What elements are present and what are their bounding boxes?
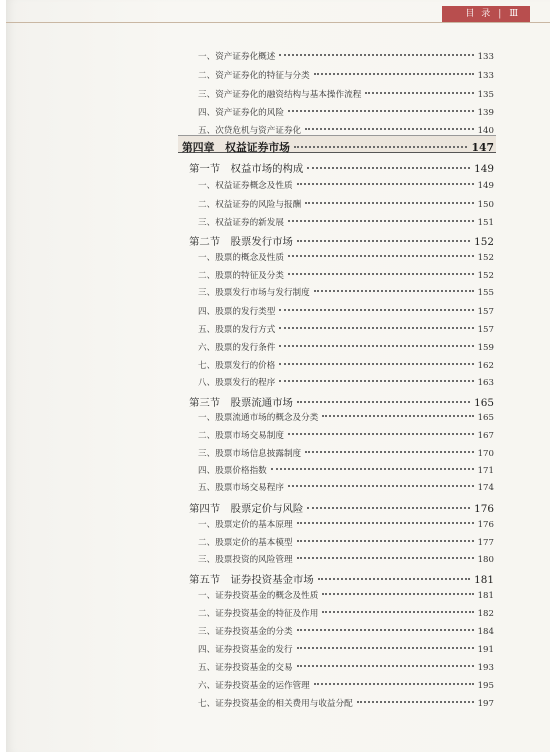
toc-item (198, 179, 494, 191)
toc-item (198, 464, 494, 476)
dot-leader (279, 54, 473, 56)
toc-entry-title: 二、股票市场交易制度 (198, 431, 284, 441)
toc-section (189, 394, 494, 409)
toc-page-number: 147 (471, 141, 494, 154)
dot-leader (297, 401, 470, 403)
toc-entry-title: 二、证券投资基金的特征及作用 (198, 609, 319, 619)
toc-page-number: 170 (477, 449, 494, 459)
dot-leader (297, 665, 474, 667)
toc-entry-title: 一、权益证券概念及性质 (198, 181, 293, 191)
toc-page-number: 197 (477, 699, 494, 709)
toc-entry-title: 四、股票价格指数 (198, 466, 267, 476)
toc-section (189, 160, 494, 175)
toc-page-number: 176 (477, 520, 494, 530)
running-header (6, 6, 550, 23)
dot-leader (288, 220, 474, 222)
toc-entry-title: 三、证券投资基金的分类 (198, 627, 293, 637)
toc-item (198, 679, 494, 691)
dot-leader (279, 363, 473, 365)
toc-page-number: 149 (474, 163, 494, 175)
toc-page-number: 165 (477, 413, 494, 423)
toc-page-number: 133 (477, 71, 494, 81)
header-section-label: 目 录 (465, 9, 493, 19)
toc-page-number: 181 (474, 574, 494, 586)
toc-page-number: 167 (477, 431, 494, 441)
toc-entry-title: 第五节 证券投资基金市场 (189, 574, 314, 586)
dot-leader (279, 327, 473, 329)
toc-entry-title: 七、证券投资基金的相关费用与收益分配 (198, 699, 353, 709)
toc-page-number: 162 (477, 361, 494, 371)
toc-section (189, 571, 494, 586)
book-page (6, 0, 550, 752)
toc-entry-title: 三、资产证券化的融资结构与基本操作流程 (198, 90, 362, 100)
toc-entry-title: 二、资产证券化的特征与分类 (198, 71, 310, 81)
toc-page-number: 171 (477, 466, 494, 476)
toc-entry-title: 第三节 股票流通市场 (189, 397, 293, 409)
dot-leader (279, 309, 473, 311)
header-tab (442, 6, 530, 22)
toc-page-number: 191 (477, 645, 494, 655)
dot-leader (297, 183, 474, 185)
dot-leader (314, 290, 474, 292)
dot-leader (307, 167, 470, 169)
toc-entry-title: 三、股票发行市场与发行制度 (198, 288, 310, 298)
toc-entry-title: 第四章 权益证券市场 (182, 141, 290, 154)
toc-item (198, 106, 494, 118)
dot-leader (314, 73, 474, 75)
toc-entry-title: 二、股票的特征及分类 (198, 271, 284, 281)
dot-leader (297, 240, 470, 242)
toc-entry-title: 四、资产证券化的风险 (198, 108, 284, 118)
toc-page-number: 184 (477, 627, 494, 637)
toc-page-number: 180 (477, 555, 494, 565)
toc-item (198, 269, 494, 281)
toc-entry-title: 五、证券投资基金的交易 (198, 663, 293, 673)
toc-entry-title: 三、权益证券的新发展 (198, 218, 284, 228)
toc-item (198, 359, 494, 371)
toc-page-number: 182 (477, 609, 494, 619)
toc-item (198, 198, 494, 210)
toc-item (198, 411, 494, 423)
dot-leader (288, 110, 474, 112)
toc-item (198, 607, 494, 619)
toc-page-number: 150 (477, 200, 494, 210)
toc-item (198, 69, 494, 81)
toc-page-number: 152 (474, 236, 494, 248)
toc-chapter (182, 140, 494, 155)
toc-item (198, 481, 494, 493)
toc-entry-title: 三、股票投资的风险管理 (198, 555, 293, 565)
toc-page-number: 195 (477, 681, 494, 691)
toc-entry-title: 二、权益证券的风险与报酬 (198, 200, 302, 210)
toc-entry-title: 三、股票市场信息披露制度 (198, 449, 302, 459)
dot-leader (271, 468, 474, 470)
toc-entry-title: 五、次贷危机与资产证券化 (198, 126, 302, 136)
toc-entry-title: 六、证券投资基金的运作管理 (198, 681, 310, 691)
dot-leader (322, 415, 473, 417)
dot-leader (357, 701, 474, 703)
toc-entry-title: 五、股票市场交易程序 (198, 483, 284, 493)
toc-page-number: 157 (477, 325, 494, 335)
toc-page-number: 177 (477, 538, 494, 548)
dot-leader (318, 578, 470, 580)
dot-leader (305, 451, 473, 453)
toc-entry-title: 第一节 权益市场的构成 (189, 163, 304, 175)
dot-leader (288, 255, 474, 257)
toc-page-number: 157 (477, 307, 494, 317)
dot-leader (307, 507, 470, 509)
toc-item (198, 376, 494, 388)
toc-entry-title: 一、股票定价的基本原理 (198, 520, 293, 530)
toc-item (198, 341, 494, 353)
toc-item (198, 50, 494, 62)
dot-leader (314, 683, 474, 685)
dot-leader (297, 557, 474, 559)
toc-page-number: 159 (477, 343, 494, 353)
dot-leader (305, 128, 473, 130)
toc-page-number: 133 (477, 52, 494, 62)
toc-entry-title: 二、股票定价的基本模型 (198, 538, 293, 548)
toc-page-number: 193 (477, 663, 494, 673)
toc-page-number: 163 (477, 378, 494, 388)
dot-leader (288, 433, 474, 435)
toc-item (198, 251, 494, 263)
toc-entry-title: 一、股票的概念及性质 (198, 253, 284, 263)
toc-entry-title: 一、股票流通市场的概念及分类 (198, 413, 319, 423)
dot-leader (279, 345, 473, 347)
dot-leader (288, 273, 474, 275)
dot-leader (322, 593, 473, 595)
toc-page-number: 174 (477, 483, 494, 493)
toc-entry-title: 五、股票的发行方式 (198, 325, 276, 335)
toc-entry-title: 一、资产证券化概述 (198, 52, 276, 62)
dot-leader (294, 146, 467, 148)
toc-page-number: 181 (477, 591, 494, 601)
toc-item (198, 124, 494, 136)
toc-page-number: 176 (474, 503, 494, 515)
toc-item (198, 286, 494, 298)
header-separator: | (498, 9, 504, 19)
toc-page-number: 151 (477, 218, 494, 228)
toc-item (198, 447, 494, 459)
toc-item (198, 323, 494, 335)
toc-page-number: 139 (477, 108, 494, 118)
toc-entry-title: 七、股票发行的价格 (198, 361, 276, 371)
toc-page-number: 152 (477, 253, 494, 263)
toc-page-number: 152 (477, 271, 494, 281)
dot-leader (297, 647, 474, 649)
toc-page-number: 149 (477, 181, 494, 191)
toc-page-number: 155 (477, 288, 494, 298)
toc-entry-title: 第四节 股票定价与风险 (189, 503, 304, 515)
toc-page-number: 135 (477, 90, 494, 100)
dot-leader (297, 629, 474, 631)
toc-entry-title: 第二节 股票发行市场 (189, 236, 293, 248)
toc-item (198, 643, 494, 655)
toc-entry-title: 四、证券投资基金的发行 (198, 645, 293, 655)
toc-item (198, 589, 494, 601)
toc-item (198, 518, 494, 530)
toc-item (198, 553, 494, 565)
dot-leader (305, 202, 473, 204)
toc-item (198, 697, 494, 709)
toc-section (189, 233, 494, 248)
toc-item (198, 305, 494, 317)
toc-item (198, 536, 494, 548)
dot-leader (288, 485, 474, 487)
toc-item (198, 625, 494, 637)
toc-page-number: 165 (474, 397, 494, 409)
toc-entry-title: 四、股票的发行类型 (198, 307, 276, 317)
toc-item (198, 216, 494, 228)
toc-entry-title: 八、股票发行的程序 (198, 378, 276, 388)
toc-item (198, 661, 494, 673)
dot-leader (365, 92, 473, 94)
toc-item (198, 429, 494, 441)
toc-section (189, 500, 494, 515)
toc-page-number: 140 (477, 126, 494, 136)
dot-leader (297, 540, 474, 542)
dot-leader (322, 611, 473, 613)
toc-entry-title: 六、股票的发行条件 (198, 343, 276, 353)
header-page-number: Ⅲ (509, 9, 520, 19)
toc-entry-title: 一、证券投资基金的概念及性质 (198, 591, 319, 601)
dot-leader (279, 380, 473, 382)
dot-leader (297, 522, 474, 524)
toc-item (198, 88, 494, 100)
